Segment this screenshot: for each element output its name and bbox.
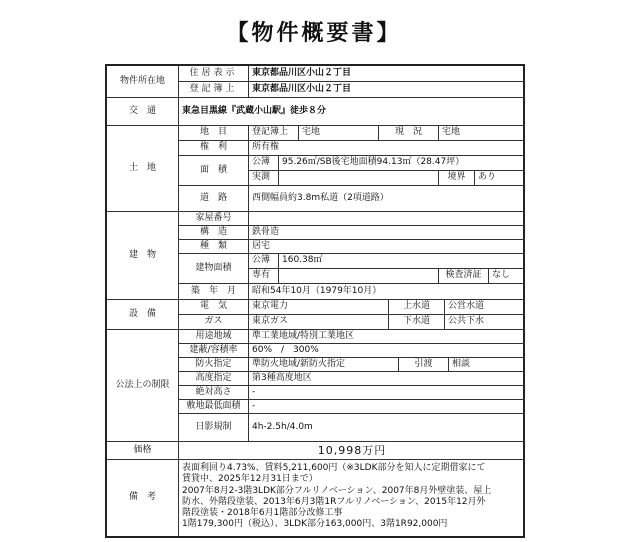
- absolute-height-label: 絶対高さ: [179, 386, 249, 400]
- building-type-label: 種 類: [179, 240, 249, 254]
- inspection-value: なし: [489, 269, 525, 284]
- land-header: 土 地: [107, 126, 179, 212]
- building-type-value: 居宅: [249, 240, 525, 254]
- price-value: 10,998万円: [179, 442, 525, 460]
- remarks-line: 防水、外階段塗装、2013年6月3階1Rフルリノベーション、2015年12月外: [182, 496, 486, 507]
- facilities-header: 設 備: [107, 300, 179, 330]
- electricity-value: 東京電力: [249, 300, 389, 315]
- land-survey-label: 実測: [249, 171, 279, 186]
- land-road-value: 西側幅員約3.8m私道（2項道路）: [249, 186, 525, 212]
- building-exclusive-value: [279, 269, 439, 284]
- built-date-label: 築 年 月: [179, 284, 249, 300]
- zoning-label: 用途地域: [179, 330, 249, 344]
- transport-header: 交 通: [107, 98, 179, 126]
- building-public-value: 160.38㎡: [279, 254, 525, 269]
- page-title: 【物件概要書】: [226, 21, 402, 46]
- remarks-line: 1階179,300円（税込）、3LDK部分163,000円、3階1R92,000円: [182, 519, 448, 530]
- land-area-label: 面 積: [179, 156, 249, 186]
- inspection-label: 検査済証: [439, 269, 489, 284]
- coverage-ratio-label: 建蔽/容積率: [179, 344, 249, 358]
- land-rights-value: 所有権: [249, 141, 525, 156]
- property-summary-table: [105, 64, 525, 538]
- residence-label: 住居表示: [179, 66, 249, 82]
- land-category-registry-value: 宅地: [299, 126, 379, 141]
- transport-value: 東急目黒線『武蔵小山駅』徒歩８分: [179, 98, 525, 126]
- gas-label: ガス: [179, 315, 249, 330]
- land-current-label: 現 況: [379, 126, 439, 141]
- location-header: 物件所在地: [107, 66, 179, 98]
- remarks-line: 賃貸中、2025年12月31日まで）: [182, 474, 318, 485]
- remarks-line: 表面利回り4.73%、賃料5,211,600円（※3LDK部分を知人に定期借家にて: [182, 463, 486, 473]
- fire-zone-label: 防火指定: [179, 358, 249, 372]
- land-public-label: 公簿: [249, 156, 279, 171]
- house-number-value: [249, 212, 525, 226]
- remarks-line: 2007年8月2-3階3LDK部分フルリノベーション、2007年8月外壁塗装、屋上: [182, 485, 492, 496]
- remarks-text: [179, 460, 525, 536]
- zoning-value: 準工業地域/特別工業地区: [249, 330, 525, 344]
- land-public-value: 95.26㎡/SB後宅地面積94.13㎡（28.47坪）: [279, 156, 525, 171]
- land-boundary-value: あり: [475, 171, 525, 186]
- building-exclusive-label: 専有: [249, 269, 279, 284]
- building-area-label: 建物面積: [179, 254, 249, 284]
- shadow-regulation-value: 4h-2.5h/4.0m: [249, 414, 525, 442]
- minimum-lot-value: -: [249, 400, 525, 414]
- minimum-lot-label: 敷地最低面積: [179, 400, 249, 414]
- height-zone-value: 第3種高度地区: [249, 372, 525, 386]
- coverage-ratio-value: 60% / 300%: [249, 344, 525, 358]
- fire-zone-value: 準防火地域/新防火指定: [249, 358, 399, 372]
- house-number-label: 家屋番号: [179, 212, 249, 226]
- shadow-regulation-label: 日影規制: [179, 414, 249, 442]
- land-rights-label: 権 利: [179, 141, 249, 156]
- remarks-line: 階段塗装・2018年6月1階部分改修工事: [182, 508, 343, 518]
- structure-label: 構 造: [179, 226, 249, 240]
- registry-address-label: 登記簿上: [179, 82, 249, 98]
- land-boundary-label: 境界: [439, 171, 475, 186]
- sewer-label: 下水道: [389, 315, 445, 330]
- land-category-registry-label: 登記簿上: [249, 126, 299, 141]
- height-zone-label: 高度指定: [179, 372, 249, 386]
- land-survey-value: [279, 171, 439, 186]
- building-public-label: 公簿: [249, 254, 279, 269]
- price-header: 価格: [107, 442, 179, 460]
- sewer-value: 公共下水: [445, 315, 525, 330]
- structure-value: 鉄骨造: [249, 226, 525, 240]
- registry-address-value: 東京都品川区小山２丁目: [249, 82, 525, 98]
- handover-value: 相談: [449, 358, 525, 372]
- regulations-header: 公法上の制限: [107, 330, 179, 442]
- absolute-height-value: -: [249, 386, 525, 400]
- land-category-label: 地 目: [179, 126, 249, 141]
- water-label: 上水道: [389, 300, 445, 315]
- building-header: 建 物: [107, 212, 179, 300]
- land-road-label: 道 路: [179, 186, 249, 212]
- residence-value: 東京都品川区小山２丁目: [249, 66, 525, 82]
- water-value: 公営水道: [445, 300, 525, 315]
- remarks-header: 備 考: [107, 460, 179, 536]
- land-current-value: 宅地: [439, 126, 525, 141]
- handover-label: 引渡: [399, 358, 449, 372]
- electricity-label: 電 気: [179, 300, 249, 315]
- gas-value: 東京ガス: [249, 315, 389, 330]
- built-date-value: 昭和54年10月（1979年10月）: [249, 284, 525, 300]
